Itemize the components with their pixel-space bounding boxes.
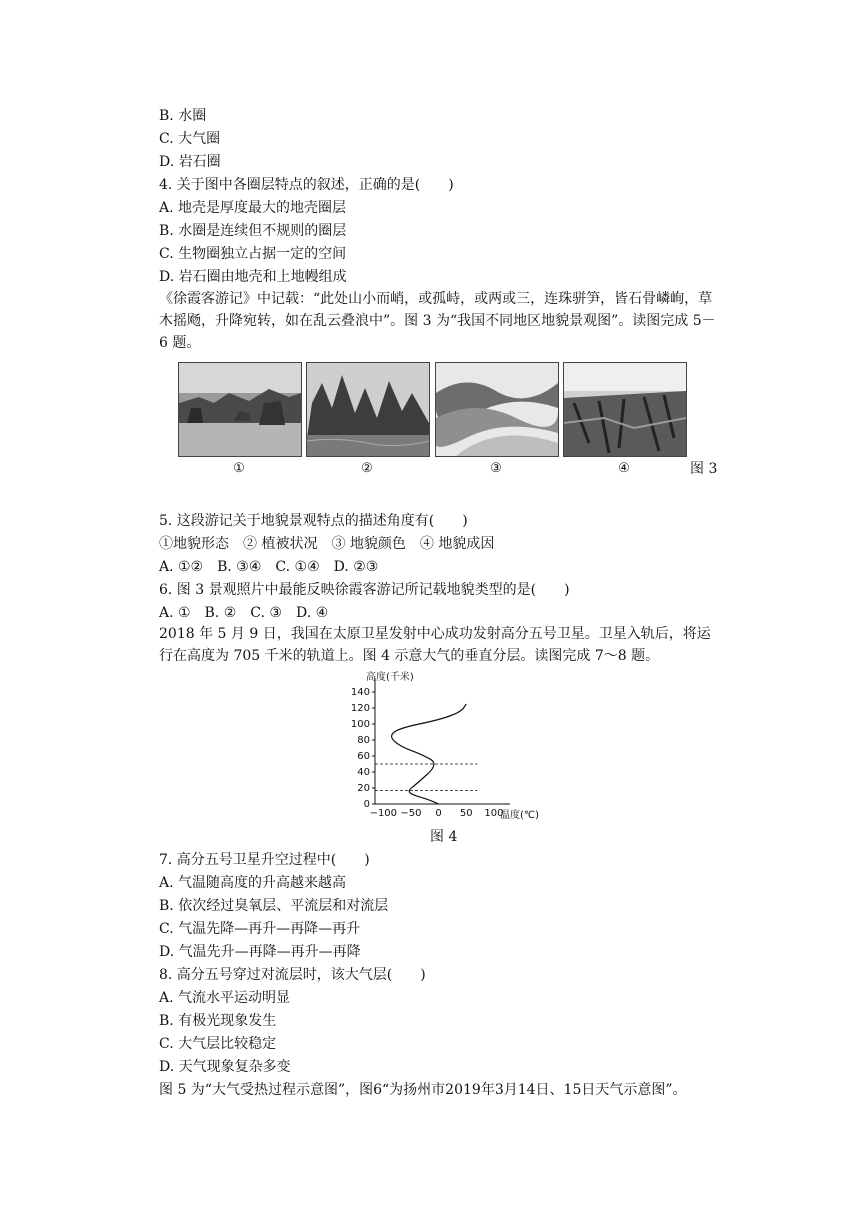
y-tick-label: 0 xyxy=(363,799,370,810)
chart-xlabel: 温度(℃) xyxy=(500,810,540,821)
q4-option-b: B. 水圈是连续但不规则的圈层 xyxy=(159,223,347,239)
passage-satellite: 2018 年 5 月 9 日，我国在太原卫星发射中心成功发射高分五号卫星。卫星入轨后，将运行在高度为 705 千米的轨道上。图 4 示意大气的垂直分层。读图完成 7～8 题。 xyxy=(159,626,711,664)
temperature-curve xyxy=(392,704,467,804)
q7-option-d: D. 气温先升—再降—再升—再降 xyxy=(159,944,361,960)
x-tick-label: 0 xyxy=(435,808,442,819)
passage-figure5-6: 图 5 为“大气受热过程示意图”，图6“为扬州市2019年3月14日、15日天气示意图”。 xyxy=(159,1082,687,1098)
caption-3: ③ xyxy=(490,461,502,476)
x-tick-label: −50 xyxy=(400,808,422,819)
q7-option-b: B. 依次经过臭氧层、平流层和对流层 xyxy=(159,898,389,914)
x-tick-label: 100 xyxy=(484,808,504,819)
q8-option-b: B. 有极光现象发生 xyxy=(159,1013,277,1029)
photo-4 xyxy=(563,362,687,457)
photo-3 xyxy=(435,362,559,457)
y-tick-label: 60 xyxy=(357,751,370,762)
q7-stem: 7. 高分五号卫星升空过程中( ) xyxy=(159,852,370,868)
q4-stem: 4. 关于图中各圈层特点的叙述，正确的是( ) xyxy=(159,177,454,193)
q3-option-d: D. 岩石圈 xyxy=(159,154,221,170)
q5-options: A. ①② B. ③④ C. ①④ D. ②③ xyxy=(159,559,379,575)
q5-stem: 5. 这段游记关于地貌景观特点的描述角度有( ) xyxy=(159,513,468,529)
y-tick-label: 120 xyxy=(350,703,370,714)
q4-option-c: C. 生物圈独立占据一定的空间 xyxy=(159,246,347,262)
caption-4: ④ xyxy=(618,461,630,476)
y-tick-label: 140 xyxy=(350,687,370,698)
q8-option-d: D. 天气现象复杂多变 xyxy=(159,1059,291,1075)
y-tick-label: 20 xyxy=(357,783,370,794)
atmosphere-temperature-chart xyxy=(330,666,550,826)
q3-option-b: B. 水圈 xyxy=(159,108,207,124)
x-tick-label: 50 xyxy=(459,808,473,819)
q8-option-c: C. 大气层比较稳定 xyxy=(159,1036,277,1052)
caption-2: ② xyxy=(361,461,373,476)
q4-option-d: D. 岩石圈由地壳和上地幔组成 xyxy=(159,269,347,285)
q6-stem: 6. 图 3 景观照片中最能反映徐霞客游记所记载地貌类型的是( ) xyxy=(159,582,570,598)
photo-1 xyxy=(178,362,302,457)
figure4-label: 图 4 xyxy=(430,829,458,845)
q8-stem: 8. 高分五号穿过对流层时，该大气层( ) xyxy=(159,967,426,983)
chart-ylabel: 高度(千米) xyxy=(366,672,414,683)
y-tick-label: 100 xyxy=(350,719,370,730)
q6-options: A. ① B. ② C. ③ D. ④ xyxy=(159,605,329,621)
x-tick-label: −100 xyxy=(369,808,398,819)
q4-option-a: A. 地壳是厚度最大的地壳圈层 xyxy=(159,200,347,216)
q7-option-a: A. 气温随高度的升高越来越高 xyxy=(159,875,347,891)
photo-2 xyxy=(306,362,430,457)
passage-xu-xiake: 《徐霞客游记》中记载：“此处山小而峭，或孤峙，或两或三，连珠骈笋，皆石骨嶙峋，草木摇飏，升降宛转，如在乱云叠浪中”。图 3 为“我国不同地区地貌景观图”。读图完成 5－6 题。 xyxy=(159,291,716,351)
q5-items: ①地貌形态 ② 植被状况 ③ 地貌颜色 ④ 地貌成因 xyxy=(159,536,495,552)
y-tick-label: 80 xyxy=(357,735,370,746)
caption-1: ① xyxy=(233,461,245,476)
y-tick-label: 40 xyxy=(357,767,370,778)
q7-option-c: C. 气温先降—再升—再降—再升 xyxy=(159,921,361,937)
q3-option-c: C. 大气圈 xyxy=(159,131,221,147)
q8-option-a: A. 气流水平运动明显 xyxy=(159,990,291,1006)
figure3-label: 图 3 xyxy=(690,461,718,477)
